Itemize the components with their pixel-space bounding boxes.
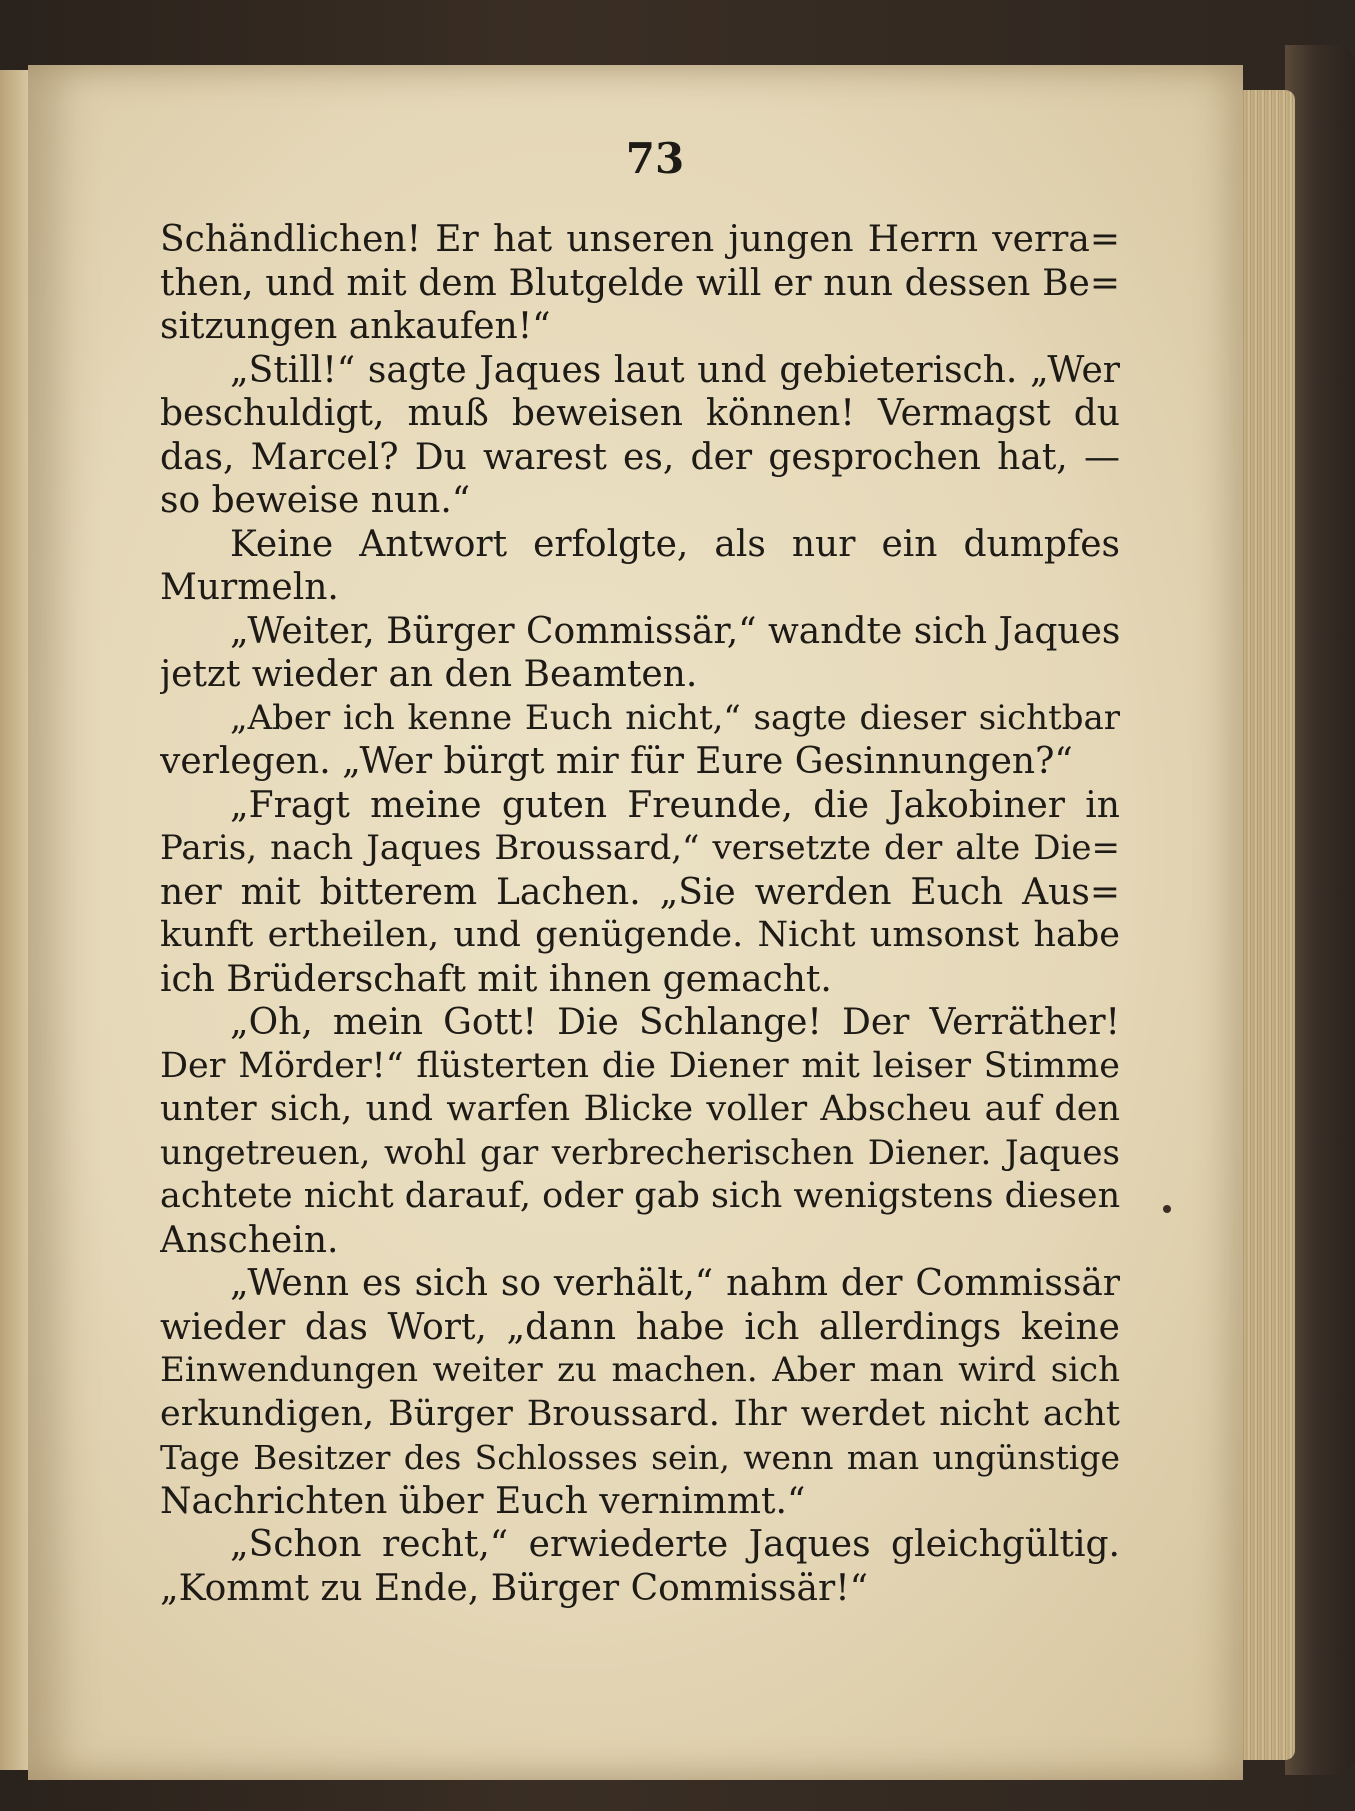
text-line: Schändlichen! Er hat unseren jungen Herrn verra= bbox=[160, 219, 1120, 260]
text-line: beschuldigt, muß beweisen können! Vermagst du bbox=[160, 393, 1120, 434]
text-line: „Schon recht,“ erwiederte Jaques gleichgültig. bbox=[230, 1524, 1120, 1565]
book-spine-edge bbox=[1285, 45, 1355, 1775]
text-line: then, und mit dem Blutgelde will er nun dessen Be= bbox=[160, 262, 1120, 304]
text-line: „Kommt zu Ende, Bürger Commissär!“ bbox=[160, 1567, 869, 1609]
text-line: ich Brüderschaft mit ihnen gemacht. bbox=[160, 958, 832, 1000]
text-line: „Wenn es sich so verhält,“ nahm der Commissär bbox=[230, 1263, 1120, 1304]
ink-spot bbox=[1163, 1205, 1171, 1213]
text-line: erkundigen, Bürger Broussard. Ihr werdet nicht acht bbox=[160, 1393, 1120, 1434]
text-line: kunft ertheilen, und genügende. Nicht umsonst habe bbox=[160, 915, 1120, 955]
text-line: Murmeln. bbox=[160, 567, 339, 608]
text-line: „Fragt meine guten Freunde, die Jakobiner in bbox=[230, 784, 1120, 826]
text-line: Paris, nach Jaques Broussard,“ versetzte der alte Die= bbox=[160, 828, 1120, 868]
text-line: jetzt wieder an den Beamten. bbox=[160, 654, 698, 695]
text-line: unter sich, und warfen Blicke voller Abscheu auf den bbox=[160, 1089, 1120, 1129]
text-line: „Aber ich kenne Euch nicht,“ sagte dieser sichtbar bbox=[230, 697, 1120, 738]
text-line: achtete nicht darauf, oder gab sich wenigstens diesen bbox=[160, 1176, 1120, 1216]
text-line: so beweise nun.“ bbox=[160, 480, 471, 521]
text-line: Anschein. bbox=[160, 1219, 339, 1261]
text-line: „Still!“ sagte Jaques laut und gebieterisch. „Wer bbox=[230, 349, 1120, 391]
text-line: ungetreuen, wohl gar verbrecherischen Diener. Jaques bbox=[160, 1132, 1120, 1173]
text-line: das, Marcel? Du warest es, der gesprochen hat, — bbox=[160, 436, 1120, 478]
text-line: Keine Antwort erfolgte, als nur ein dumpfes bbox=[230, 523, 1120, 565]
text-line: „Weiter, Bürger Commissär,“ wandte sich Jaques bbox=[230, 610, 1120, 652]
text-line: Tage Besitzer des Schlosses sein, wenn man ungünstige bbox=[160, 1438, 1120, 1477]
text-line: „Oh, mein Gott! Die Schlange! Der Verräther! bbox=[230, 1002, 1120, 1043]
text-line: sitzungen ankaufen!“ bbox=[160, 306, 551, 347]
text-line: Nachrichten über Euch vernimmt.“ bbox=[160, 1480, 806, 1522]
previous-page-edge bbox=[0, 70, 30, 1770]
text-line: ner mit bitterem Lachen. „Sie werden Euch Aus= bbox=[160, 871, 1120, 913]
text-line: verlegen. „Wer bürgt mir für Eure Gesinnungen?“ bbox=[160, 741, 1073, 782]
text-line: Einwendungen weiter zu machen. Aber man wird sich bbox=[160, 1350, 1120, 1390]
text-line: wieder das Wort, „dann habe ich allerdings keine bbox=[160, 1306, 1120, 1348]
page-text bbox=[160, 218, 1120, 1610]
text-line: Der Mörder!“ flüsterten die Diener mit leiser Stimme bbox=[160, 1045, 1120, 1086]
page-number: 73 bbox=[625, 134, 685, 183]
